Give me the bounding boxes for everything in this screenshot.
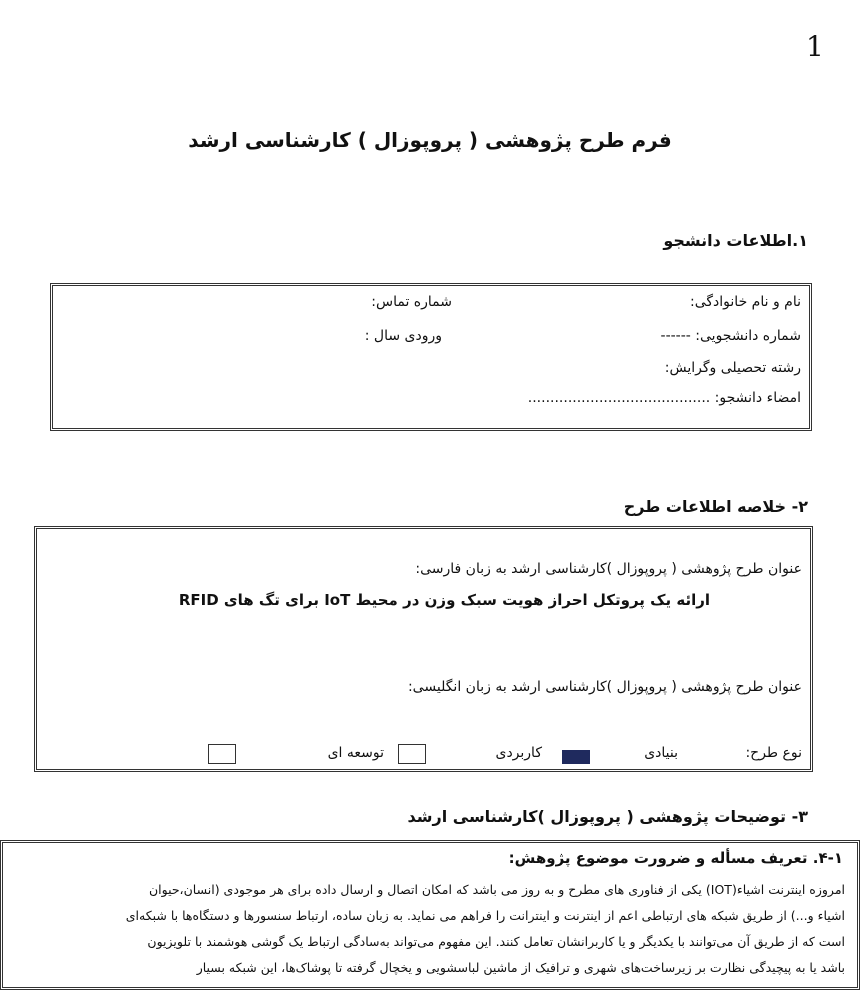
field-label: رشته تحصیلی وگرایش: <box>664 360 801 376</box>
option-development-label: توسعه ای <box>327 745 384 761</box>
option-basic-label: بنیادی <box>644 745 678 761</box>
option-basic-checkbox[interactable] <box>562 750 590 764</box>
description-box <box>0 840 860 990</box>
paragraph-line-4: باشد یا به پیچیدگی نظارت بر زیرساخت‌های شهری و ترافیک از ماشین لباسشویی و یخچال گرفته تا پوشاک‌ها، این شبکه بسیار <box>196 960 845 975</box>
paragraph-line-3: است که از طریق آن می‌توانند با یکدیگر و یا کاربرانشان تعامل کنند. این مفهوم می‌تواند به‌سادگی ارتباط یک گوشی هوشمند با تلویزیون <box>147 934 845 949</box>
paragraph-line-2: اشیاء و...) از طریق شبکه های ارتباطی اعم از اینترنت و اینترانت را فراهم می نماید. به زبان ساده، ارتباط سنسورها و دستگاه‌ها با شبکه‌ای <box>125 908 845 923</box>
section1-heading: ۱.اطلاعات دانشجو <box>663 231 808 250</box>
paragraph-line-1: امروزه اینترنت اشیاء(IOT) یکی از فناوری های مطرح و به روز می باشد که امکان اتصال و ارسال داده برای هر موجودی (انسان،حیوان <box>148 882 845 897</box>
student-info-box <box>50 283 812 431</box>
option-applied-checkbox[interactable] <box>398 744 426 764</box>
page-number: 1 <box>806 30 824 63</box>
page-title: فرم طرح پژوهشی ( پروپوزال ) کارشناسی ارشد <box>188 128 672 152</box>
signature-label: امضاء دانشجو: ......................................... <box>527 390 801 406</box>
student-id-label: شماره دانشجویی: ------ <box>660 328 801 344</box>
option-development-checkbox[interactable] <box>208 744 236 764</box>
name-label: نام و نام خانوادگی: <box>690 294 801 310</box>
section3-heading: ۳- توضیحات پژوهشی ( پروپوزال )کارشناسی ارشد <box>407 807 808 826</box>
option-applied-label: کاربردی <box>495 745 542 761</box>
english-title-label: عنوان طرح پژوهشی ( پروپوزال )کارشناسی ارشد به زبان انگلیسی: <box>407 679 802 695</box>
persian-title-value: ارائه یک پروتکل احراز هویت سبک وزن در محیط IoT برای تگ های RFID <box>178 591 710 609</box>
section3-subheading: ۴-۱. تعریف مسأله و ضرورت موضوع پژوهش: <box>508 849 843 867</box>
entry-year-label: ورودی سال : <box>364 328 442 344</box>
persian-title-label: عنوان طرح پژوهشی ( پروپوزال )کارشناسی ارشد به زبان فارسی: <box>415 561 802 577</box>
phone-label: شماره تماس: <box>371 294 452 310</box>
project-type-label: نوع طرح: <box>745 745 802 761</box>
section2-heading: ۲- خلاصه اطلاعات طرح <box>623 497 808 516</box>
project-summary-box <box>34 526 813 772</box>
